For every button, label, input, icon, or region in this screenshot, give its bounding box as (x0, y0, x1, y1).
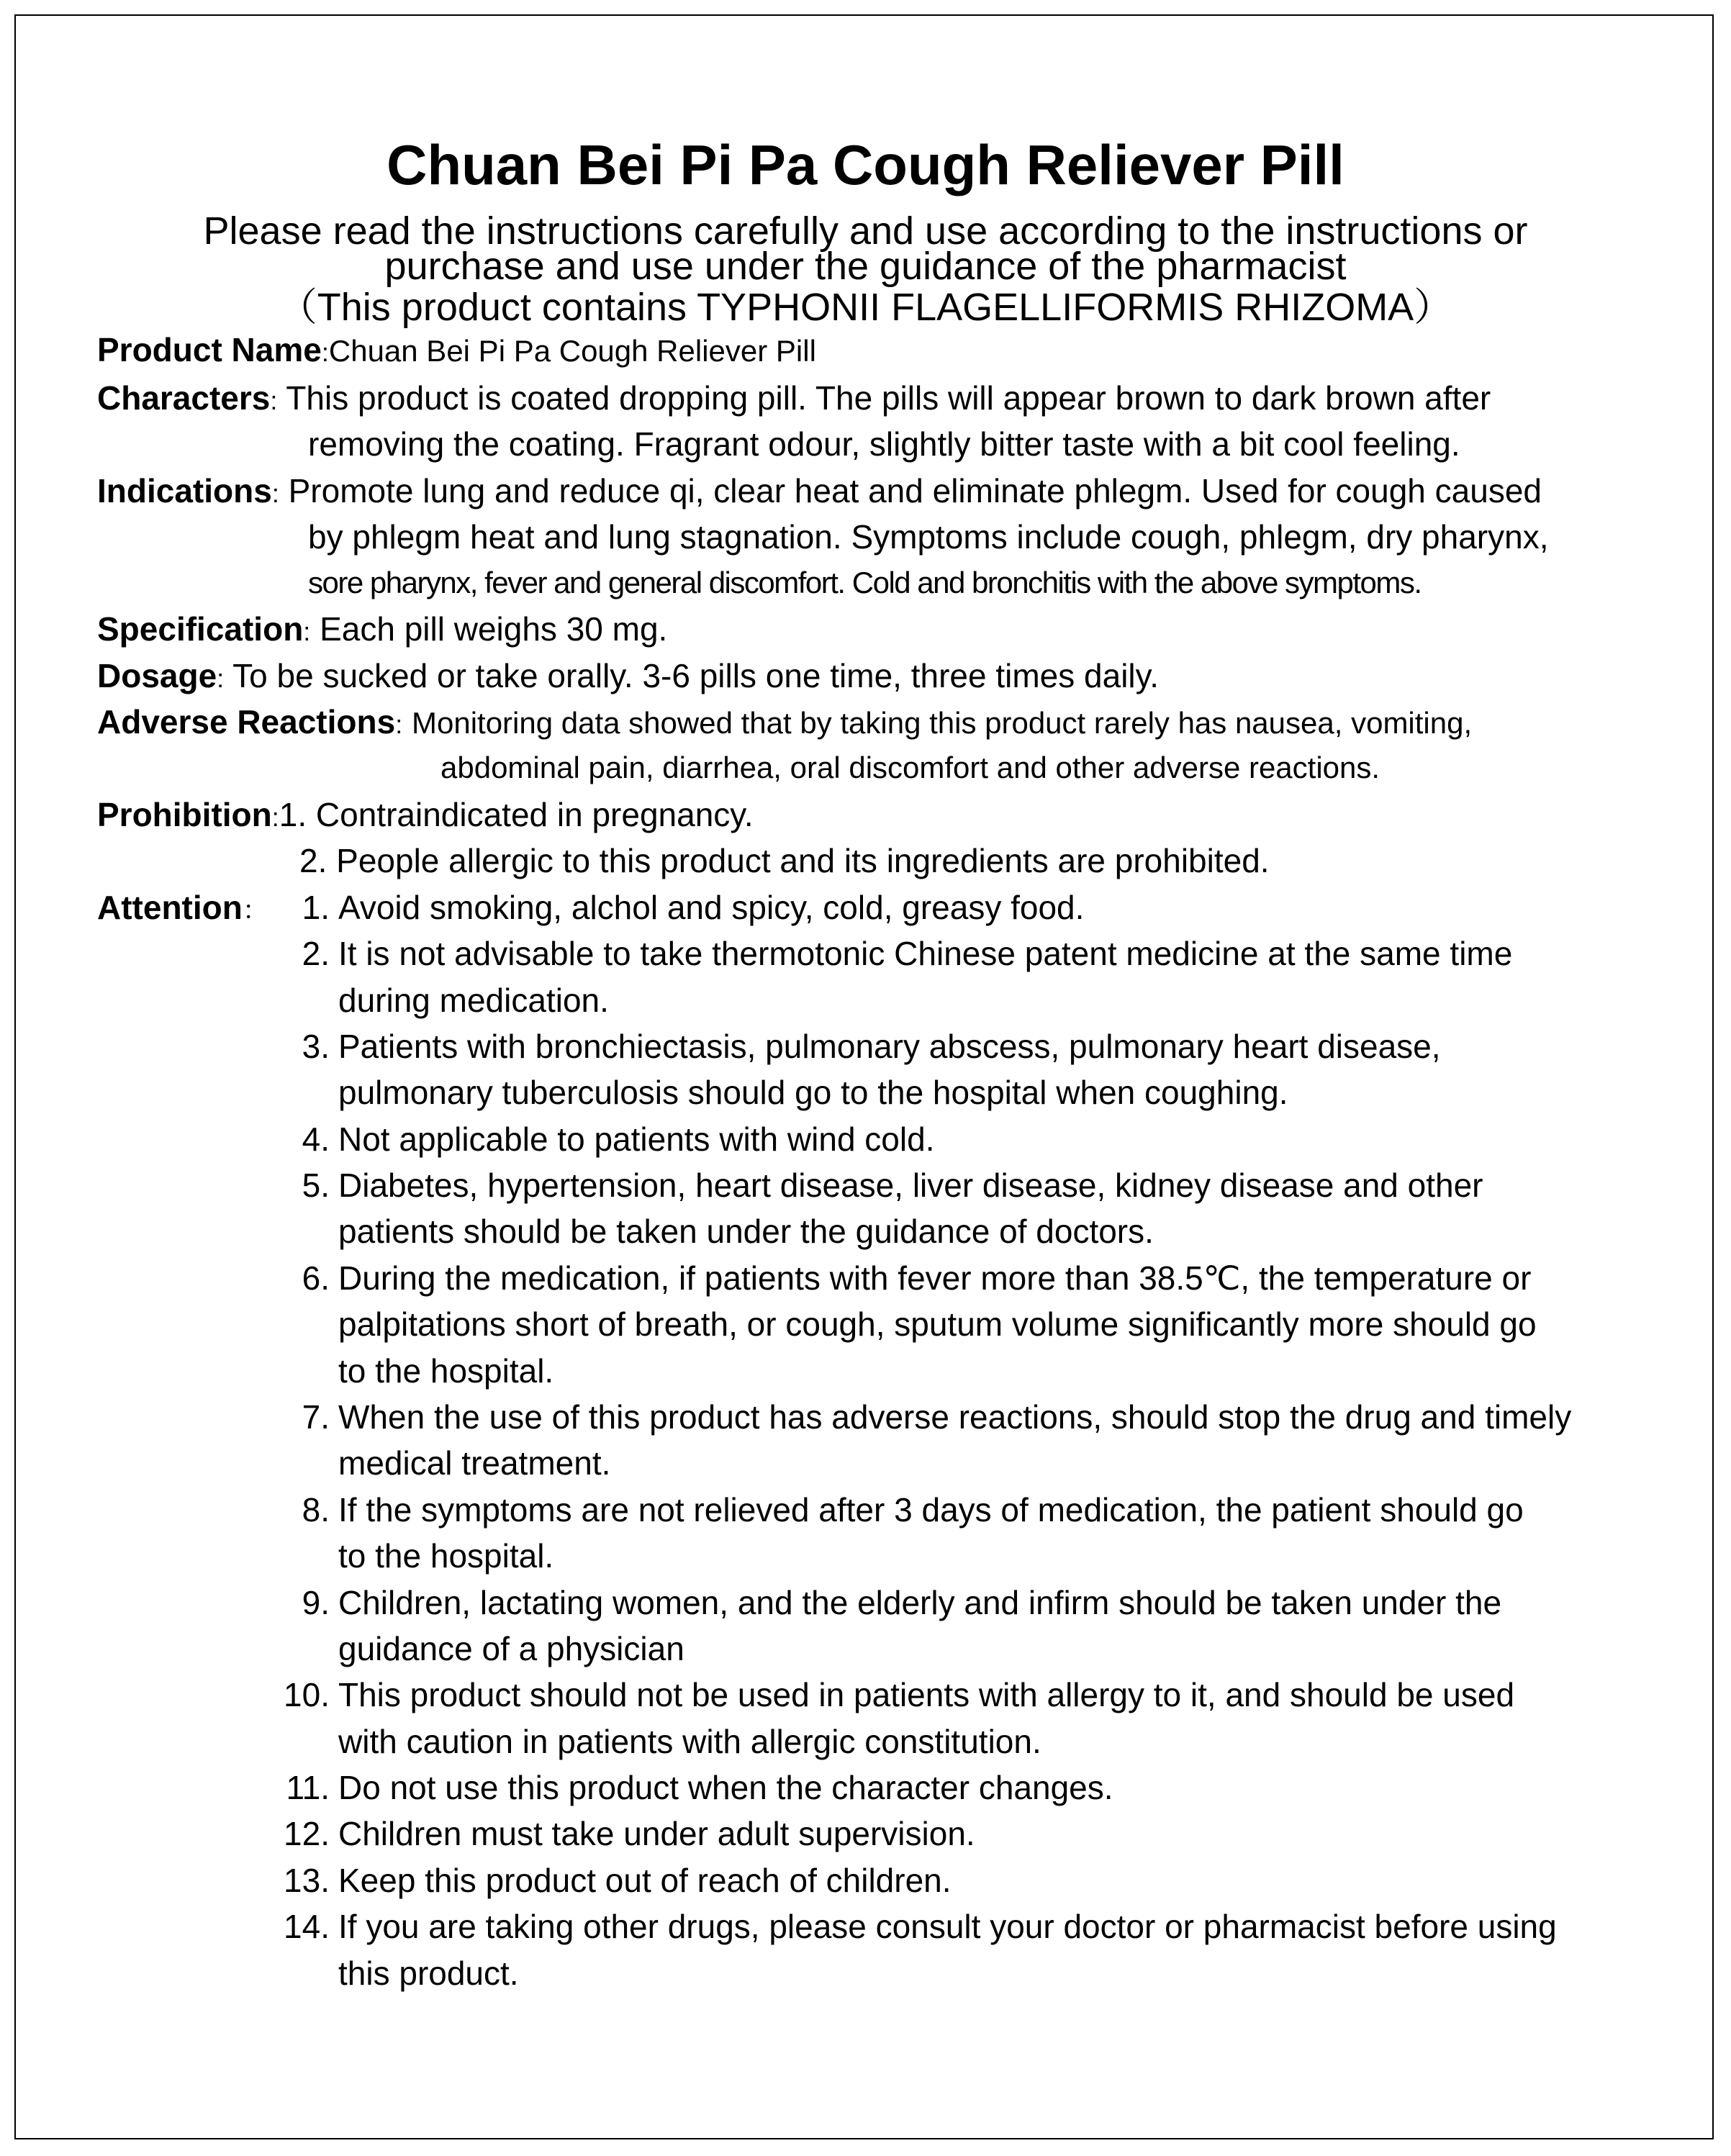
specification-label: Specification (97, 610, 304, 648)
attention-item-number: 4. (302, 1120, 330, 1158)
attention-item-line: with caution in patients with allergic constitution. (338, 1723, 1041, 1760)
attention-item-number: 8. (302, 1491, 330, 1528)
product-name-value: Chuan Bei Pi Pa Cough Reliever Pill (328, 334, 816, 368)
characters-text-line: removing the coating. Fragrant odour, slightly bitter taste with a bit cool feeling. (308, 425, 1460, 463)
separator: : (395, 710, 403, 739)
characters-row (97, 378, 1491, 421)
separator: : (321, 338, 329, 367)
prohibition-row (97, 794, 754, 838)
adverse-reactions-label: Adverse Reactions (97, 703, 396, 740)
attention-item-number: 5. (302, 1167, 330, 1204)
indications-text-line: Promote lung and reduce qi, clear heat and eliminate phlegm. Used for cough caused (288, 472, 1542, 509)
separator: : (303, 617, 311, 646)
document-title: Chuan Bei Pi Pa Cough Reliever Pill (387, 133, 1344, 196)
attention-item-line: Not applicable to patients with wind cold. (338, 1120, 935, 1158)
attention-item-line: When the use of this product has adverse reactions, should stop the drug and timely (338, 1398, 1572, 1436)
specification-value: Each pill weighs 30 mg. (320, 610, 668, 648)
attention-item-line: guidance of a physician (338, 1630, 684, 1667)
attention-item-number: 12. (284, 1815, 330, 1852)
indications-text-line: sore pharynx, fever and general discomfort. Cold and bronchitis with the above symptoms. (308, 566, 1422, 599)
attention-item-line: Do not use this product when the character changes. (338, 1769, 1113, 1806)
attention-item-line: It is not advisable to take thermotonic Chinese patent medicine at the same time (338, 935, 1513, 972)
indications-text-line: by phlegm heat and lung stagnation. Symptoms include cough, phlegm, dry pharynx, (308, 518, 1549, 556)
attention-item-line: palpitations short of breath, or cough, sputum volume significantly more should go (338, 1305, 1537, 1343)
notice-line: Please read the instructions carefully and use according to the instructions or (203, 209, 1528, 253)
attention-row (97, 887, 268, 930)
product-name-label: Product Name (97, 331, 322, 368)
prohibition-label: Prohibition (97, 796, 272, 833)
separator: : (271, 479, 279, 508)
dosage-row (97, 656, 1159, 699)
attention-item-line: During the medication, if patients with fever more than 38.5℃, the temperature or (338, 1259, 1532, 1297)
separator: ： (242, 895, 268, 925)
attention-item-line: This product should not be used in patients with allergy to it, and should be used (338, 1676, 1515, 1713)
separator: : (217, 663, 225, 693)
product-name-row (97, 330, 816, 373)
attention-item-line: If the symptoms are not relieved after 3 days of medication, the patient should go (338, 1491, 1524, 1528)
adverse-reactions-text-line: abdominal pain, diarrhea, oral discomfort and other adverse reactions. (440, 751, 1380, 784)
attention-item-line: this product. (338, 1955, 519, 1992)
attention-item-line: Keep this product out of reach of children. (338, 1862, 952, 1899)
indications-row (97, 471, 1542, 514)
prohibition-item: 1. Contraindicated in pregnancy. (279, 796, 754, 833)
attention-item-line: pulmonary tuberculosis should go to the hospital when coughing. (338, 1074, 1288, 1111)
attention-item-number: 6. (302, 1259, 330, 1297)
indications-label: Indications (97, 472, 272, 509)
prohibition-item: 2. People allergic to this product and its ingredients are prohibited. (299, 842, 1270, 879)
attention-item-number: 11. (286, 1769, 330, 1806)
attention-item-line: Diabetes, hypertension, heart disease, liver disease, kidney disease and other (338, 1167, 1483, 1204)
attention-item-line: medical treatment. (338, 1444, 611, 1482)
attention-item-number: 1. (302, 889, 330, 926)
attention-item-number: 14. (284, 1908, 330, 1945)
specification-row (97, 609, 667, 652)
attention-item-line: patients should be taken under the guidance of doctors. (338, 1213, 1154, 1250)
separator: : (270, 386, 278, 415)
attention-item-line: during medication. (338, 982, 609, 1019)
notice-line: （This product contains TYPHONII FLAGELLIFORMIS RHIZOMA） (278, 286, 1453, 329)
dosage-value: To be sucked or take orally. 3-6 pills one time, three times daily. (232, 657, 1160, 694)
attention-item-number: 10. (284, 1676, 330, 1713)
attention-item-number: 7. (302, 1398, 330, 1436)
adverse-reactions-text-line: Monitoring data showed that by taking this product rarely has nausea, vomiting, (411, 706, 1473, 740)
attention-item-number: 3. (302, 1028, 330, 1065)
notice-line: purchase and use under the guidance of the pharmacist (384, 245, 1347, 288)
attention-item-line: Children must take under adult supervision. (338, 1815, 975, 1852)
attention-label: Attention (97, 889, 243, 926)
attention-item-line: If you are taking other drugs, please consult your doctor or pharmacist before using (338, 1908, 1557, 1945)
dosage-label: Dosage (97, 657, 217, 694)
attention-item-number: 2. (302, 935, 330, 972)
characters-label: Characters (97, 379, 271, 417)
attention-item-line: Patients with bronchiectasis, pulmonary abscess, pulmonary heart disease, (338, 1028, 1441, 1065)
attention-item-line: Avoid smoking, alchol and spicy, cold, greasy food. (338, 889, 1085, 926)
attention-item-line: to the hospital. (338, 1537, 554, 1575)
attention-item-number: 13. (284, 1862, 330, 1899)
attention-item-line: to the hospital. (338, 1352, 554, 1390)
characters-text-line: This product is coated dropping pill. The pills will appear brown to dark brown after (286, 379, 1491, 417)
attention-item-number: 9. (302, 1584, 330, 1621)
adverse-reactions-row (97, 702, 1472, 745)
separator: : (271, 802, 279, 832)
attention-item-line: Children, lactating women, and the elderly and infirm should be taken under the (338, 1584, 1502, 1621)
